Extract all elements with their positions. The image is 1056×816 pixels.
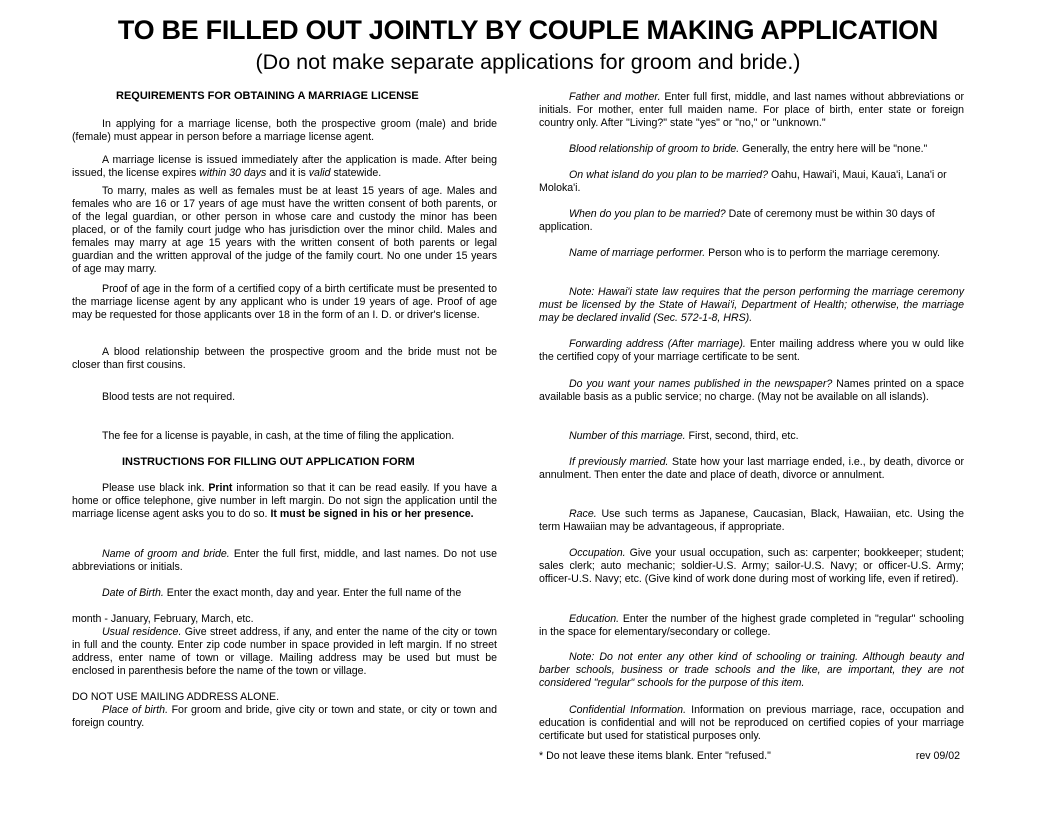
previously-married-paragraph: If previously married. State how your last marriage ended, i.e., by death, divorce or annulment. Then enter the date and place of death, divorce or annulment. [539,456,964,481]
number-of-marriage-paragraph: Number of this marriage. First, second, third, etc. [569,430,799,442]
island-paragraph: On what island do you plan to be married? Oahu, Hawai'i, Maui, Kaua'i, Lana'i or Moloka'i. [539,169,947,194]
when-married-paragraph: When do you plan to be married? Date of ceremony must be within 30 days of application. [539,208,935,233]
license-issued-paragraph: A marriage license is issued immediately after the application is made. After being issued, the license expires within 30 days and it is valid statewide. [72,154,497,179]
footnote: * Do not leave these items blank. Enter "refused." [539,750,771,762]
blood-relationship-paragraph: A blood relationship between the prospective groom and the bride must not be closer than first cousins. [72,346,497,371]
age-requirements-paragraph: To marry, males as well as females must be at least 15 years of age. Males and females who are 16 or 17 years of age must have the written consent of both parents, or of the legal guardian, or other person in whose care and custody the minor has been placed, or of the family court judge who has jurisdiction over the minor child. Males and females may marry at age 15 years with the written consent of both parents or legal guardian and the written approval of the judge of the family court. No one under 15 years of age may marry. [72,185,497,275]
blood-relationship-groom-bride-paragraph: Blood relationship of groom to bride. Generally, the entry here will be "none." [569,143,928,155]
forwarding-address-paragraph: Forwarding address (After marriage). Enter mailing address where you w ould like the certified copy of your marriage certificate to be sent. [539,338,964,363]
black-ink-paragraph: Please use black ink. Print information so that it can be read easily. If you have a home or office telephone, give number in left margin. Do not sign the application until the marriage license agent asks you to do so. It must be signed in his or her presence. [72,482,497,520]
applying-paragraph: In applying for a marriage license, both the prospective groom (male) and bride (female) must appear in person before a marriage license agent. [72,118,497,143]
proof-of-age-paragraph: Proof of age in the form of a certified copy of a birth certificate must be presented to the marriage license agent by any applicant who is under 19 years of age. Proof of age may be requested for those applicants over 18 in the form of an I. D. or driver's license. [72,283,497,321]
fee-paragraph: The fee for a license is payable, in cash, at the time of filing the application. [102,430,455,442]
father-mother-paragraph: Father and mother. Enter full first, middle, and last names without abbreviations or initials. For mother, enter full maiden name. For place of birth, enter state or foreign country only. After "Living?" state "yes" or "no," or "unknown." [539,91,964,129]
newspaper-paragraph: Do you want your names published in the newspaper? Names printed on a space available basis as a public service; no charge. (May not be available on all islands). [539,378,965,403]
name-instructions-paragraph: Name of groom and bride. Enter the full first, middle, and last names. Do not use abbreviations or initials. [72,548,497,573]
marriage-performer-paragraph: Name of marriage performer. Person who is to perform the marriage ceremony. [569,247,940,259]
form-subtitle: (Do not make separate applications for groom and bride.) [255,50,801,74]
blood-tests-paragraph: Blood tests are not required. [102,391,236,403]
state-law-note: Note: Hawai'i state law requires that the person performing the marriage ceremony must be licensed by the State of Hawai'i, Department of Health; otherwise, the marriage may be declared invalid (Sec. 572-1-8, HRS). [539,286,964,324]
requirements-heading: REQUIREMENTS FOR OBTAINING A MARRIAGE LICENSE [116,90,419,102]
date-of-birth-paragraph: Date of Birth. Enter the exact month, day and year. Enter the full name of the [102,587,462,599]
revision-date: rev 09/02 [915,750,960,762]
no-mailing-address-notice: DO NOT USE MAILING ADDRESS ALONE. [72,691,280,703]
usual-residence-paragraph: Usual residence. Give street address, if any, and enter the name of the city or town in full and the county. Enter zip code number in space provided in left margin. If no street address, enter name of town or village. Mailing address may be used but must be enclosed in parenthesis before the name of the town or village. [72,626,498,677]
race-paragraph: Race. Use such terms as Japanese, Caucasian, Black, Hawaiian, etc. Using the term Hawaiian may be advantageous, if appropriate. [539,508,964,533]
instructions-heading: INSTRUCTIONS FOR FILLING OUT APPLICATION FORM [122,456,415,468]
form-title: TO BE FILLED OUT JOINTLY BY COUPLE MAKING APPLICATION [117,15,939,45]
occupation-paragraph: Occupation. Give your usual occupation, such as: carpenter; bookkeeper; student; sales clerk; auto mechanic; soldier-U.S. Army; sailor-U.S. Navy; or officer-U.S. Army; officer-U.S. Navy; etc. (Give kind of work done during most of working life, even if retired). [539,547,964,585]
date-of-birth-continued: month - January, February, March, etc. [72,613,254,625]
confidential-information-paragraph: Confidential Information. Information on previous marriage, race, occupation and education is confidential and will not be reproduced on certified copies of your marriage certificate but used for statistical purposes only. [539,704,964,742]
place-of-birth-paragraph: Place of birth. For groom and bride, give city or town and state, or city or town and foreign country. [72,704,497,729]
education-paragraph: Education. Enter the number of the highest grade completed in "regular" schooling in the space for elementary/secondary or college. [539,613,964,638]
schooling-note: Note: Do not enter any other kind of schooling or training. Although beauty and barber schools, business or trade schools and the like, are important, they are not considered "regular" schools for the purpose of this item. [539,651,964,689]
